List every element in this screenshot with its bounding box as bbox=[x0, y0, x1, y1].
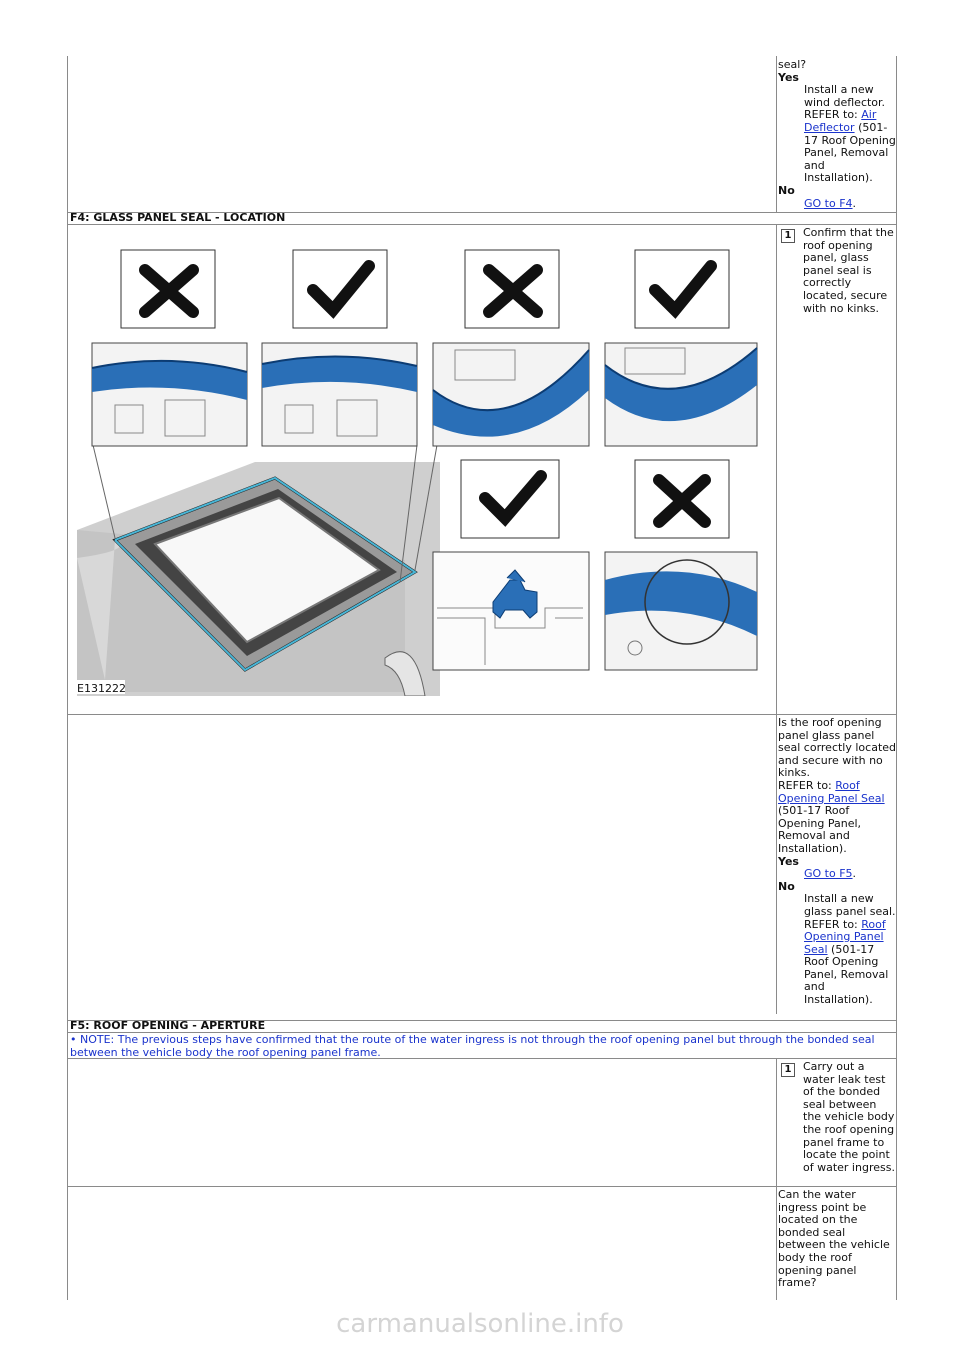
yes-label: Yes bbox=[778, 854, 799, 868]
yes-label: Yes bbox=[778, 70, 799, 84]
watermark: carmanualsonline.info bbox=[336, 1309, 624, 1339]
section-title-f4: F4: GLASS PANEL SEAL - LOCATION bbox=[70, 211, 286, 224]
seal-location-figure bbox=[75, 240, 765, 696]
no-label: No bbox=[778, 183, 795, 197]
figure-id-label: E131222 bbox=[77, 682, 126, 695]
yes-action: GO to F5. bbox=[804, 867, 857, 881]
note-text: • NOTE: The previous steps have confirmed that the route of the water ingress is not through the roof opening panel but through the bonded seal between the vehicle body the roof opening panel frame. bbox=[70, 1033, 875, 1059]
seal-diagram bbox=[75, 240, 765, 696]
table-right-border bbox=[896, 56, 897, 1300]
go-to-f4-link[interactable]: GO to F4 bbox=[804, 196, 853, 210]
roof-opening-panel-seal-link[interactable]: Roof Opening Panel Seal bbox=[804, 917, 886, 956]
section-title-f5: F5: ROOF OPENING - APERTURE bbox=[70, 1019, 266, 1032]
question-tail: seal? bbox=[778, 58, 807, 71]
air-deflector-link[interactable]: Air Deflector bbox=[804, 108, 877, 134]
step-number-badge: 1 bbox=[781, 229, 795, 243]
column-divider bbox=[776, 224, 777, 1014]
decision-block-glass-panel-seal bbox=[778, 717, 896, 1007]
no-action: Install a new glass panel seal. REFER to: Roof Opening Panel Seal (501-17 Roof Opening Panel, Removal and Installation). bbox=[804, 892, 896, 1007]
ingress-question: Can the water ingress point be located on the bonded seal between the vehicle body the roof opening panel frame? bbox=[778, 1188, 890, 1290]
yes-action: Install a new wind deflector. REFER to: Air Deflector (501-17 Roof Opening Panel, Removal and Installation). bbox=[804, 83, 896, 185]
step-instruction: Carry out a water leak test of the bonded seal between the vehicle body the roof opening panel frame to locate the point of water ingress. bbox=[803, 1060, 895, 1174]
no-action: GO to F4. bbox=[804, 196, 857, 210]
go-to-f5-link[interactable]: GO to F5 bbox=[804, 867, 853, 881]
table-left-border bbox=[67, 56, 68, 1300]
step-instruction: Confirm that the roof opening panel, glass panel seal is correctly located, secure with no kinks. bbox=[803, 226, 894, 315]
decision-block-air-deflector bbox=[778, 59, 896, 210]
no-label: No bbox=[778, 879, 795, 893]
column-divider bbox=[776, 56, 777, 212]
row-divider bbox=[67, 1186, 897, 1187]
row-divider bbox=[67, 714, 897, 715]
roof-opening-panel-seal-link[interactable]: Roof Opening Panel Seal bbox=[778, 778, 885, 805]
column-divider bbox=[776, 1058, 777, 1300]
seal-question: Is the roof opening panel glass panel seal correctly located and secure with no kinks. REFER to: Roof Opening Panel Seal (501-17 Roof Opening Panel, Removal and Installation). bbox=[778, 716, 897, 855]
step-number-badge: 1 bbox=[781, 1063, 795, 1077]
